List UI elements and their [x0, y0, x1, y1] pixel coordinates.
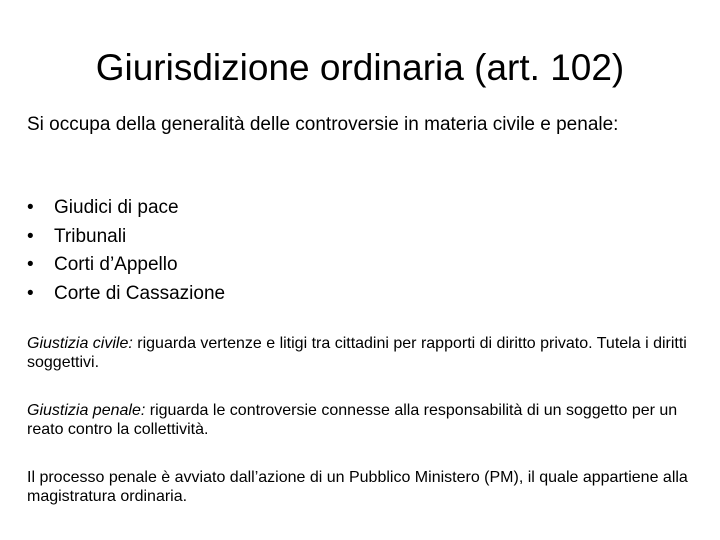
list-item — [27, 223, 627, 252]
bullet-icon: • — [27, 254, 34, 275]
criminal-justice-text: riguarda le controversie connesse alla responsabilità di un soggetto per un reato contro la collettività. — [27, 402, 678, 438]
bullet-icon: • — [27, 225, 34, 247]
courts-list — [27, 194, 627, 308]
bullet-icon: • — [27, 197, 34, 218]
criminal-justice-paragraph — [27, 401, 707, 439]
criminal-justice-label: Giustizia penale: — [27, 402, 146, 419]
slide-title: Giurisdizione ordinaria (art. 102) — [95, 47, 625, 88]
list-item-text: Corte di Cassazione — [54, 282, 226, 304]
list-item — [27, 194, 627, 223]
list-item — [27, 280, 627, 309]
list-item-text: Tribunali — [54, 225, 127, 247]
list-item — [27, 251, 627, 280]
civil-justice-paragraph — [27, 334, 707, 372]
list-item-text: Corti d’Appello — [54, 254, 178, 275]
civil-justice-text: riguarda vertenze e litigi tra cittadini per rapporti di diritto privato. Tutela i diritti soggettivi. — [27, 335, 687, 371]
list-item-text: Giudici di pace — [54, 197, 179, 218]
bullet-icon: • — [27, 282, 34, 304]
civil-justice-label: Giustizia civile: — [27, 335, 133, 352]
criminal-process-paragraph: Il processo penale è avviato dall’azione di un Pubblico Ministero (PM), il quale appartiene alla magistratura ordinaria. — [27, 469, 688, 505]
intro-text: Si occupa della generalità delle controversie in materia civile e penale: — [27, 114, 619, 135]
